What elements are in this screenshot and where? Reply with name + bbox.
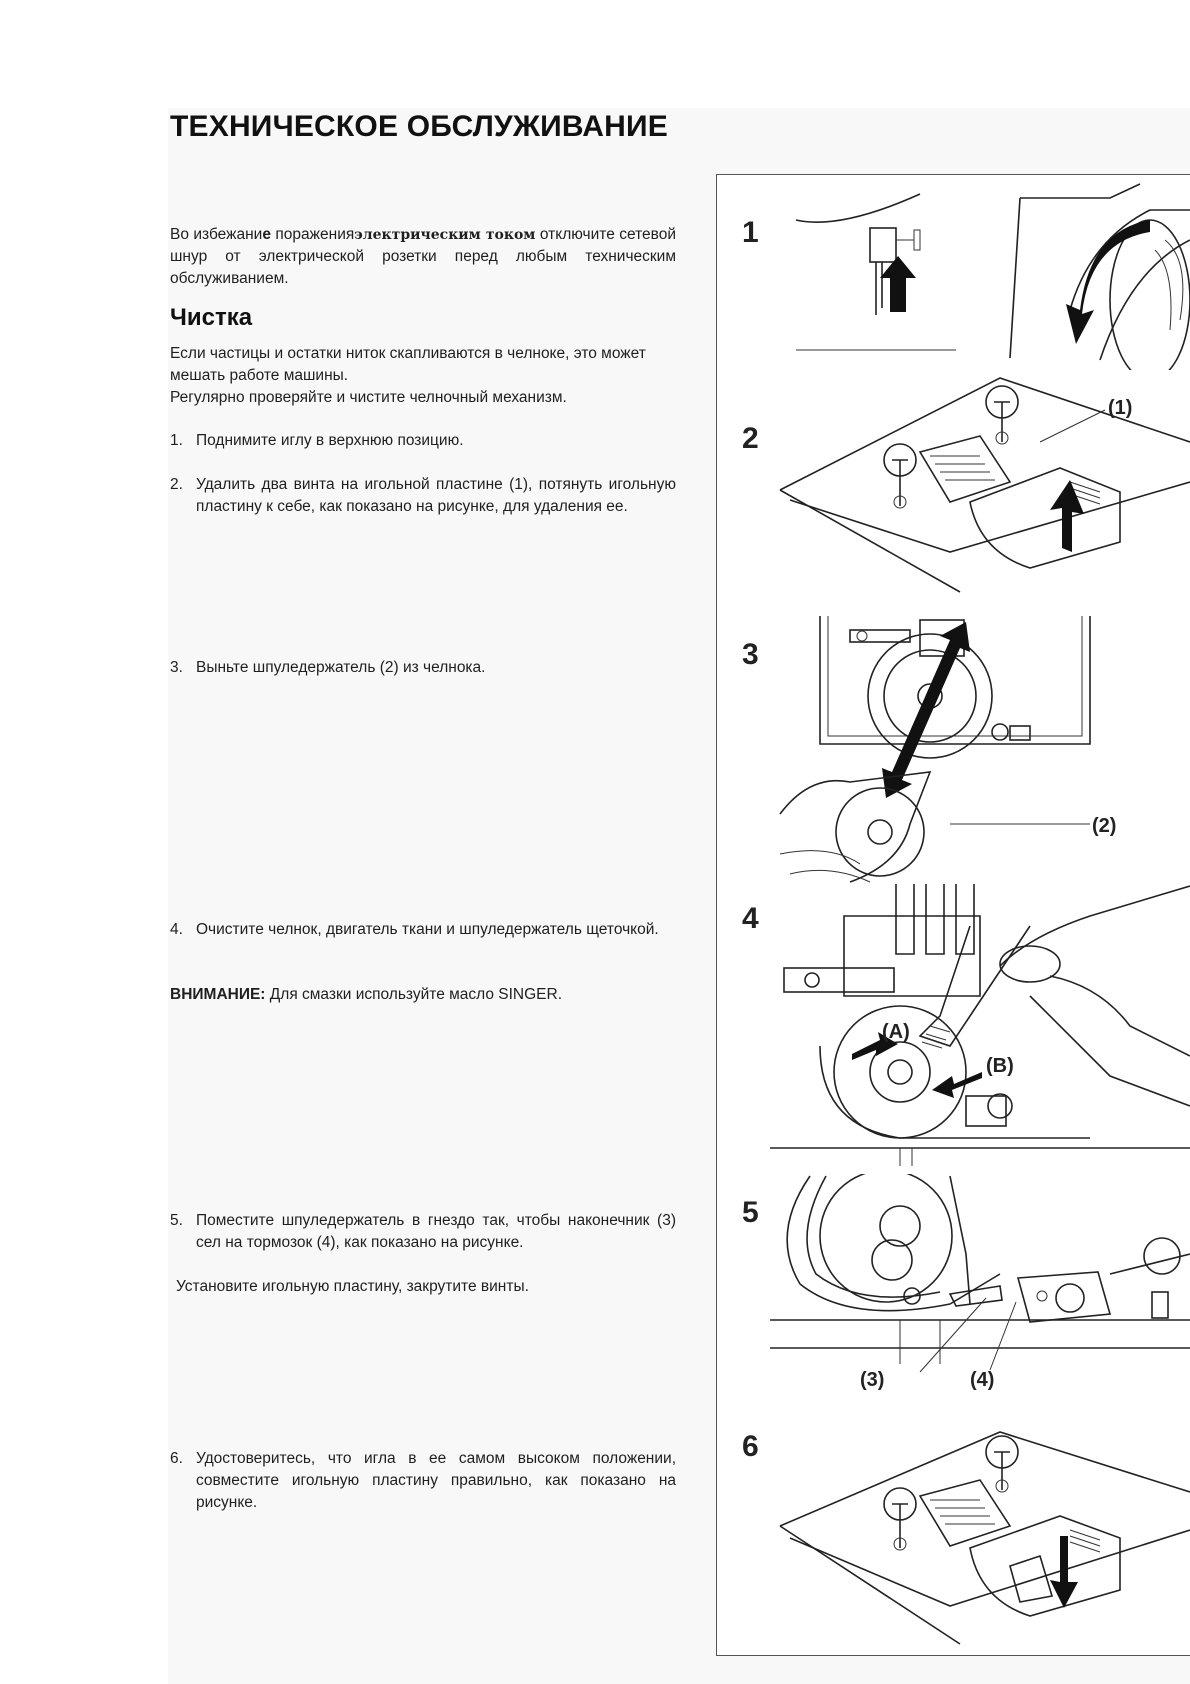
step-5: 5. Поместите шпуледержатель в гнездо так, чтобы наконечник (3) сел на тормозок (4), как показано на рисунке.: [170, 1212, 676, 1251]
figure-5-insert-bobbin-case: [770, 1174, 1190, 1404]
figure-3-remove-bobbin-case: [770, 614, 1190, 890]
lift-bobbin-case-arrow-icon: [882, 622, 970, 798]
step-2: 2. Удалить два винта на игольной пластине (1), потянуть игольную пластину к себе, как показано на рисунке, для удаления ее.: [170, 476, 676, 515]
callout-a: (A): [882, 1021, 910, 1043]
figure-1-raise-needle: [770, 180, 1190, 370]
up-arrow-icon: [880, 256, 916, 312]
callout-needle-plate: (1): [1108, 397, 1133, 419]
step-3: 3. Выньте шпуледержатель (2) из челнока.: [170, 659, 486, 676]
page-title: ТЕХНИЧЕСКОЕ ОБСЛУЖИВАНИЕ: [170, 110, 668, 143]
figure-number-2: 2: [742, 422, 759, 455]
callout-brake: (4): [970, 1369, 995, 1391]
step-5-install-note: Установите игольную пластину, закрутите винты.: [176, 1278, 529, 1295]
push-plate-arrow-icon: [1050, 1536, 1078, 1608]
callout-bobbin-case: (2): [1092, 815, 1117, 837]
safety-warning: Во избежание пораженияэлектрическим током отключите сетевой шнур от электрической розетки перед любым техническим обслуживанием.: [170, 226, 677, 287]
figure-6-reinstall-needle-plate: [770, 1426, 1190, 1652]
step-1: 1. Поднимите иглу в верхнюю позицию.: [170, 432, 464, 449]
figure-number-3: 3: [742, 638, 759, 671]
figure-number-1: 1: [742, 216, 759, 249]
figure-number-4: 4: [742, 902, 759, 935]
step-4: 4. Очистите челнок, двигатель ткани и шпуледержатель щеточкой.: [170, 921, 659, 938]
callout-tip: (3): [860, 1369, 885, 1391]
intro-paragraph: Если частицы и остатки ниток скапливаются в челноке, это может мешать работе машины. Регулярно проверяйте и чистите челночный механизм.: [170, 345, 646, 406]
figure-number-6: 6: [742, 1430, 759, 1463]
step-6: 6. Удостоверитесь, что игла в ее самом высоком положении, совместите игольную пластину правильно, как показано на рисунке.: [170, 1450, 676, 1511]
attention-note: ВНИМАНИЕ: Для смазки используйте масло SINGER.: [170, 986, 563, 1003]
figure-number-5: 5: [742, 1196, 759, 1229]
rotate-handwheel-arrow-icon: [1066, 220, 1150, 344]
section-heading-cleaning: Чистка: [170, 304, 253, 331]
brush-arrow-b-icon: [932, 1072, 982, 1098]
callout-b: (B): [986, 1055, 1014, 1077]
figure-2-remove-needle-plate: [770, 372, 1190, 602]
figure-4-clean-with-brush: [770, 876, 1190, 1166]
